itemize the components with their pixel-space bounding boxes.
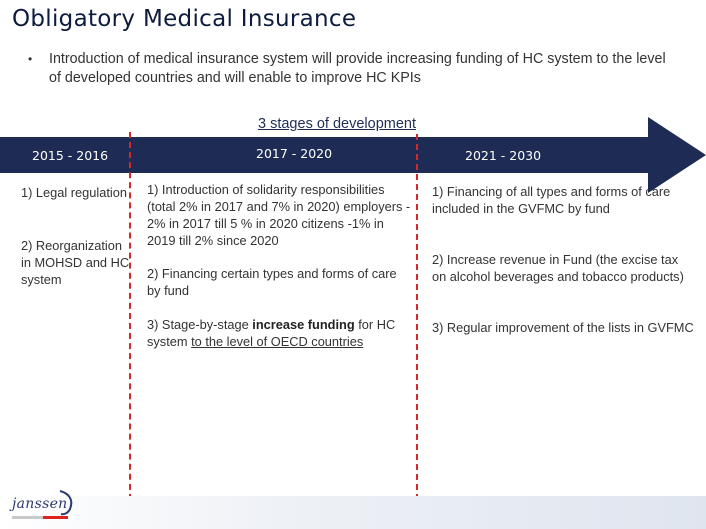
stage2-item-financing-types: 2) Financing certain types and forms of care by fund (147, 266, 397, 298)
logo-text: janssen (12, 496, 68, 512)
stage3-item-financing-all: 1) Financing of all types and forms of care included in the GVFMC by fund (432, 184, 671, 216)
intro-text: Introduction of medical insurance system will provide increasing funding of HC system to the level of developed countries and will enable to improve HC KPIs (49, 51, 666, 86)
stage2-item3-underline: to the level of OECD countries (191, 334, 364, 349)
stage2-item-increase-funding (147, 316, 413, 350)
stages-heading: 3 stages of development (258, 116, 416, 132)
stage1-item-legal-regulation: 1) Legal regulation (21, 185, 128, 200)
stage2-item3-mid: for HC system (147, 317, 396, 349)
stage-divider (129, 132, 131, 520)
logo-underline (12, 516, 68, 519)
stage2-item-solidarity: 1) Introduction of solidarity responsibilities (total 2% in 2017 and 7% in 2020) employers - 2% in 2017 till 5 % in 2020 citizens -1% in 2019 till 2% since 2020 (147, 182, 411, 248)
bullet-marker: • (28, 52, 33, 66)
stage3-item-regular-improvement: 3) Regular improvement of the lists in GVFMC (432, 320, 694, 335)
period-label-2021-2030: 2021 - 2030 (465, 148, 542, 163)
stage1-item-reorganization: 2) Reorganization in MOHSD and HC system (21, 238, 130, 287)
period-label-2015-2016: 2015 - 2016 (32, 148, 109, 163)
footer-band (0, 496, 706, 529)
stage2-item3-bold: increase funding (252, 317, 355, 332)
stage-divider (416, 134, 418, 520)
stage3-item-increase-revenue: 2) Increase revenue in Fund (the excise tax on alcohol beverages and tobacco products) (432, 252, 684, 284)
slide-title: Obligatory Medical Insurance (12, 6, 357, 32)
stage2-item3-prefix: 3) Stage-by-stage (147, 317, 253, 332)
period-label-2017-2020: 2017 - 2020 (256, 146, 333, 161)
